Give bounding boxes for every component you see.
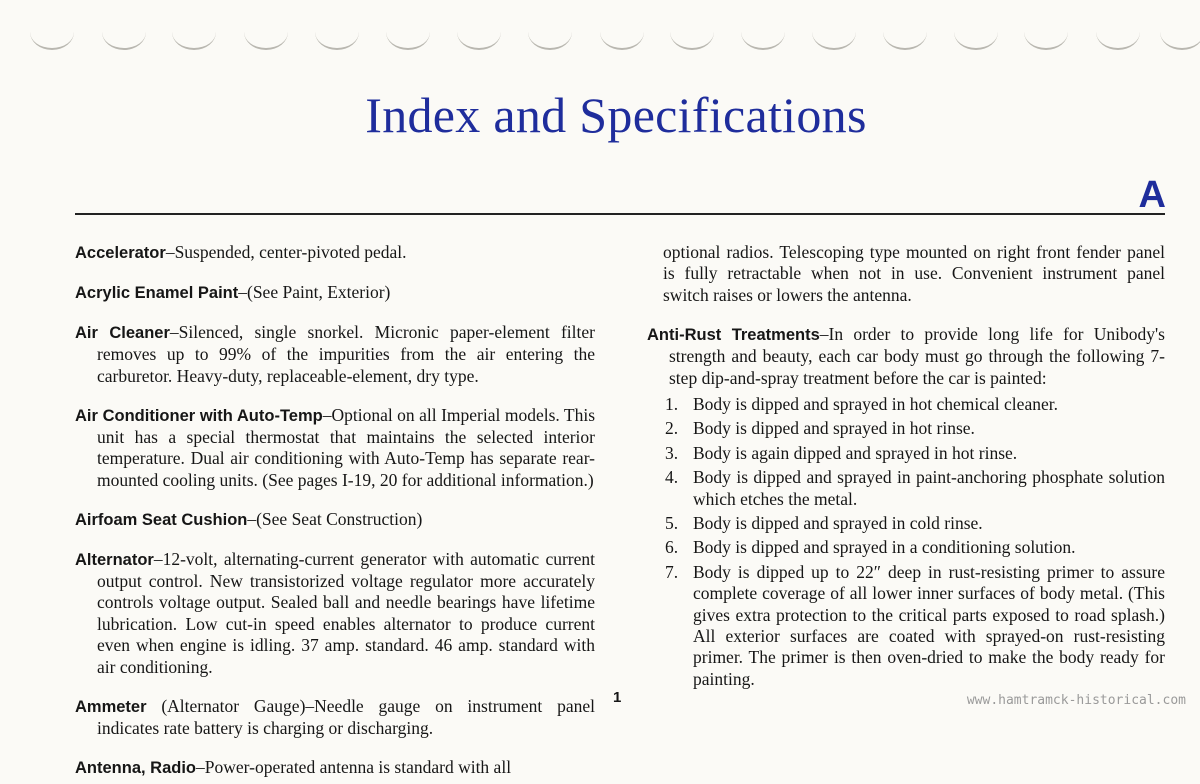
treatment-step — [647, 418, 1165, 439]
entry-text: –Optional on all Imperial models. This unit has a special thermostat that maintains the selected interior temperature. Dual air conditioning with Auto-Temp has separate rear-mounted cooling units. (See pages I-19, 20 for additional information.) — [97, 404, 596, 490]
index-entry-ammeter — [75, 696, 595, 740]
entry-text: –(See Seat Construction) — [247, 508, 423, 529]
binder-hole — [386, 14, 430, 50]
step-text: Body is dipped and sprayed in cold rinse. — [693, 512, 983, 533]
entry-term: Anti-Rust Treatments — [647, 325, 820, 344]
entry-term: Antenna, Radio — [75, 758, 197, 777]
treatment-steps-list — [647, 394, 1165, 690]
step-text: Body is dipped and sprayed in a conditioning solution. — [693, 537, 1076, 558]
treatment-step — [647, 394, 1165, 415]
binder-hole — [30, 14, 74, 50]
binder-hole — [812, 14, 856, 50]
binder-hole — [244, 14, 288, 50]
page-number: 1 — [613, 689, 622, 706]
entry-term: Air Conditioner with Auto-Temp — [75, 406, 323, 425]
binder-hole — [954, 14, 998, 50]
step-number: 5. — [665, 512, 679, 533]
step-number: 1. — [665, 393, 679, 414]
entry-term: Acrylic Enamel Paint — [75, 283, 239, 302]
treatment-step — [647, 443, 1165, 464]
index-entry-acrylic-enamel-paint — [75, 282, 595, 304]
entry-term: Airfoam Seat Cushion — [75, 510, 248, 529]
entry-term: Air Cleaner — [75, 323, 170, 342]
index-entry-alternator — [75, 549, 595, 678]
entry-term: Alternator — [75, 550, 154, 569]
entry-term: Ammeter — [75, 697, 147, 716]
right-column — [647, 242, 1165, 693]
binder-hole — [670, 14, 714, 50]
step-number: 4. — [665, 467, 679, 488]
step-text: Body is dipped and sprayed in hot chemical cleaner. — [693, 393, 1058, 414]
section-letter: A — [1138, 174, 1166, 216]
entry-text: –In order to provide long life for Unibody's strength and beauty, each car body must go through the following 7-step dip-and-spray treatment before the car is painted: — [669, 323, 1165, 388]
binder-hole — [600, 14, 644, 50]
binder-hole — [172, 14, 216, 50]
treatment-step — [647, 537, 1165, 558]
step-number: 6. — [665, 537, 679, 558]
binder-hole — [883, 14, 927, 50]
binder-hole — [457, 14, 501, 50]
step-number: 2. — [665, 418, 679, 439]
binder-hole — [1096, 14, 1140, 50]
index-entry-accelerator — [75, 242, 595, 264]
index-entry-air-conditioner — [75, 405, 595, 492]
binder-hole — [102, 14, 146, 50]
binder-hole — [528, 14, 572, 50]
index-entry-air-cleaner — [75, 322, 595, 387]
entry-text: –12-volt, alternating-current generator with automatic current output control. New transistorized voltage regulator more accurately controls voltage output. Sealed ball and needle bearings have lifetime lubrication. Low cut-in speed enables alternator to produce current even when engine is idling. 37 amp. standard. 46 amp. standard with air conditioning. — [97, 548, 595, 677]
antenna-continuation-text: optional radios. Telescoping type mounted on right front fender panel is fully retractable when not in use. Convenient instrument panel switch raises or lowers the antenna. — [663, 242, 1165, 305]
step-text: Body is dipped up to 22″ deep in rust-resisting primer to assure complete coverage of all lower inner surfaces of body metal. (This gives extra protection to the critical parts exposed to road splash.) All exterior surfaces are coated with sprayed-on rust-resisting primer. The primer is then oven-dried to make the body ready for painting. — [693, 561, 1165, 689]
entry-text: (Alternator Gauge)–Needle gauge on instrument panel indicates rate battery is charging or discharging. — [97, 695, 595, 738]
entry-text: –Power-operated antenna is standard with all — [196, 756, 512, 777]
binder-hole — [1024, 14, 1068, 50]
binder-hole — [315, 14, 359, 50]
treatment-step — [647, 562, 1165, 690]
binder-holes — [0, 14, 1200, 54]
binder-hole — [1160, 14, 1200, 50]
treatment-step — [647, 513, 1165, 534]
index-entry-airfoam-seat-cushion — [75, 509, 595, 531]
page-title: Index and Specifications — [365, 87, 867, 143]
entry-text: –Suspended, center-pivoted pedal. — [165, 242, 407, 262]
header-divider — [75, 213, 1165, 215]
step-text: Body is dipped and sprayed in paint-anchoring phosphate solution which etches the metal. — [693, 467, 1165, 509]
binder-hole — [741, 14, 785, 50]
entry-text: –Silenced, single snorkel. Micronic paper-element filter removes up to 99% of the impurities from the air entering the carburetor. Heavy-duty, replaceable-element, dry type. — [97, 321, 595, 386]
step-text: Body is dipped and sprayed in hot rinse. — [693, 418, 975, 439]
entry-text: –(See Paint, Exterior) — [238, 281, 391, 302]
left-column — [75, 242, 595, 784]
step-text: Body is again dipped and sprayed in hot rinse. — [693, 442, 1018, 463]
step-number: 7. — [665, 561, 679, 582]
step-number: 3. — [665, 442, 679, 463]
treatment-step — [647, 467, 1165, 510]
index-entry-anti-rust-treatments — [647, 324, 1165, 389]
entry-term: Accelerator — [75, 244, 166, 262]
watermark: www.hamtramck-historical.com — [966, 693, 1186, 708]
index-entry-antenna-radio — [75, 757, 595, 779]
